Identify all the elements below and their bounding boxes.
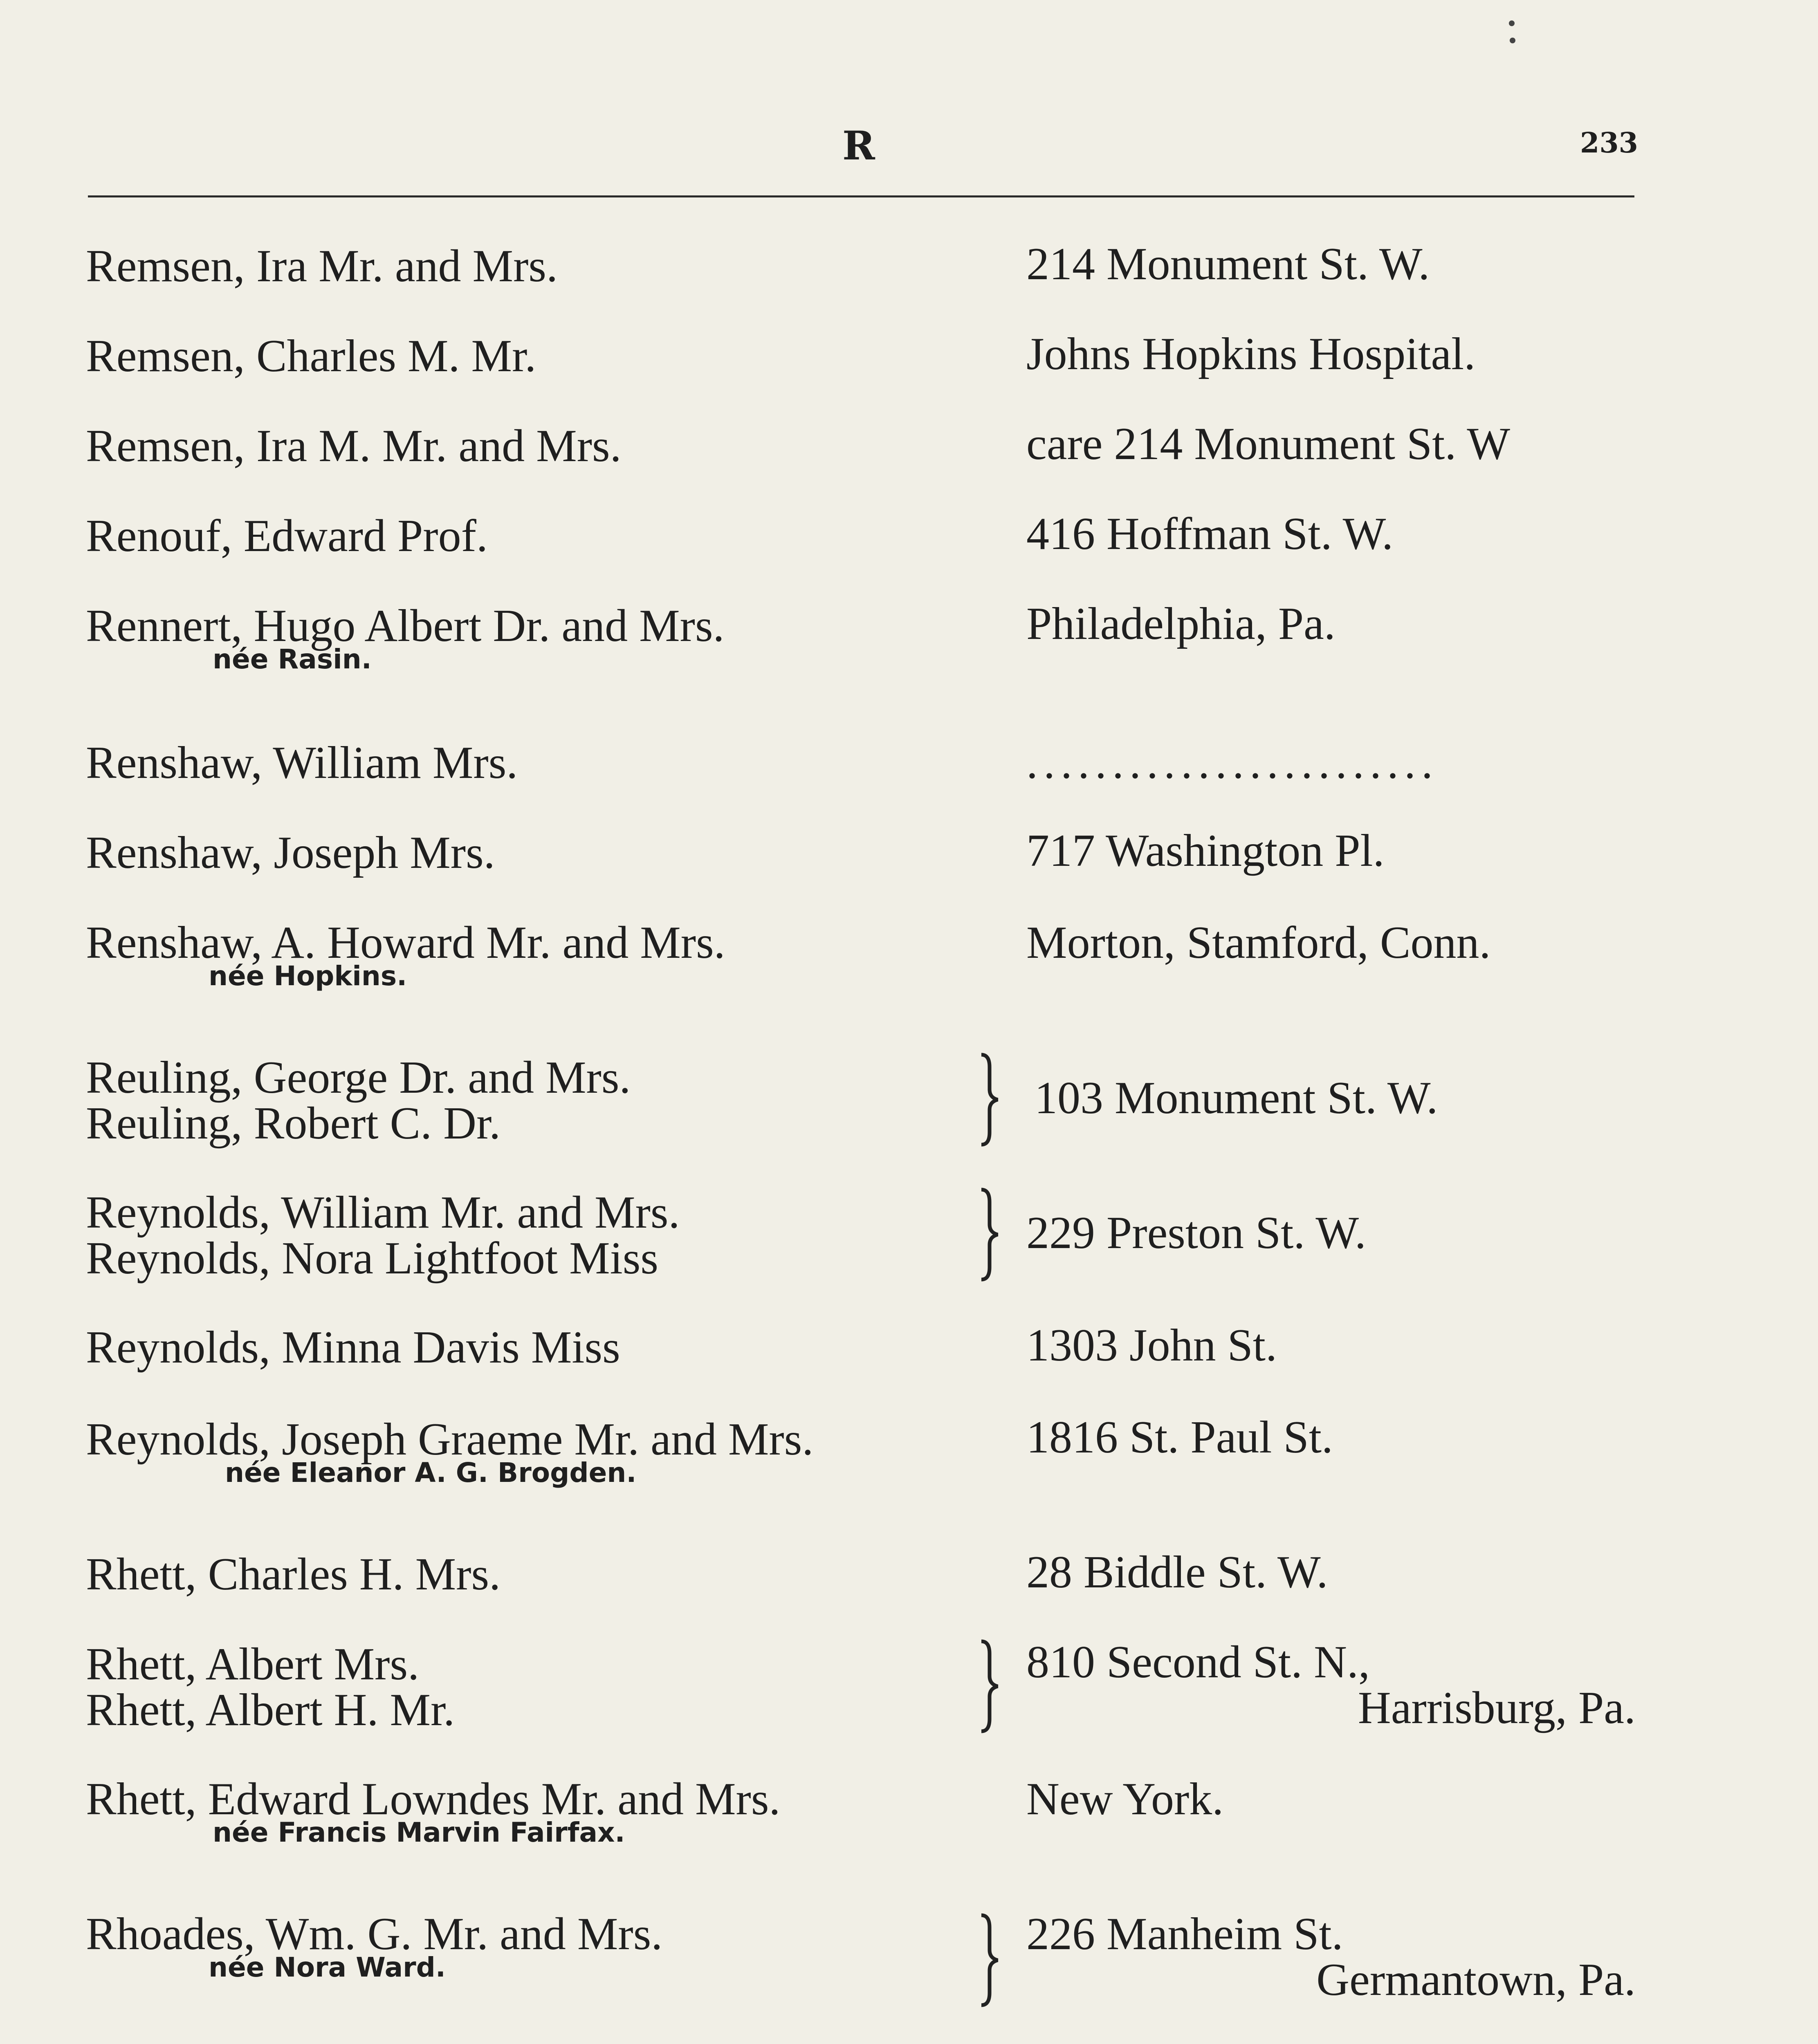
- address-line: 229 Preston St. W.: [1026, 1208, 1366, 1258]
- address-line: Harrisburg, Pa.: [1358, 1683, 1636, 1733]
- address-line: care 214 Monument St. W: [1026, 419, 1511, 469]
- entry-names: [86, 333, 536, 379]
- entry-name: Reynolds, William Mr. and Mrs.: [86, 1187, 680, 1238]
- maiden-name: née Hopkins.: [209, 960, 407, 992]
- entry-name: Renshaw, William Mrs.: [86, 737, 518, 788]
- address-line: Morton, Stamford, Conn.: [1026, 917, 1491, 968]
- entry-names: [86, 1416, 813, 1489]
- entry-name: Remsen, Ira Mr. and Mrs.: [86, 241, 558, 291]
- grouping-brace: [957, 1051, 1002, 1149]
- entry-names: [86, 737, 518, 788]
- maiden-name: née Francis Marvin Fairfax.: [213, 1817, 625, 1848]
- entry-name: Reuling, Robert C. Dr.: [86, 1098, 501, 1149]
- section-letter: R: [842, 123, 878, 169]
- maiden-name: née Nora Ward.: [209, 1952, 446, 1983]
- address-line: 810 Second St. N.,: [1026, 1637, 1370, 1688]
- entry-address: [1026, 511, 1636, 557]
- entry-address: [1026, 1210, 1636, 1256]
- entry-address: [1026, 917, 1636, 968]
- entry-address: [1026, 1547, 1636, 1598]
- entry-name: Reynolds, Minna Davis Miss: [86, 1322, 620, 1373]
- entry-address: [1026, 1412, 1636, 1463]
- entry-name: Reynolds, Joseph Graeme Mr. and Mrs.: [86, 1414, 814, 1465]
- address-line: 1303 John St.: [1026, 1320, 1277, 1371]
- page-number: 233: [1580, 127, 1638, 159]
- entry-name: Rennert, Hugo Albert Dr. and Mrs.: [86, 601, 725, 651]
- entry-address: [1026, 421, 1636, 467]
- address-line: 1816 St. Paul St.: [1026, 1412, 1333, 1463]
- entry-name: Rhett, Albert H. Mr.: [86, 1685, 455, 1735]
- header-rule: [88, 195, 1634, 197]
- address-placeholder-dots: ........................: [1026, 740, 1439, 786]
- address-line: 416 Hoffman St. W.: [1026, 509, 1394, 559]
- grouping-brace: [957, 1637, 1002, 1735]
- entry-address: [1026, 331, 1636, 377]
- address-line: Johns Hopkins Hospital.: [1026, 329, 1476, 379]
- entry-name: Reuling, George Dr. and Mrs.: [86, 1052, 631, 1103]
- entry-name: Rhett, Edward Lowndes Mr. and Mrs.: [86, 1774, 781, 1824]
- grouping-brace: [957, 1911, 1002, 2009]
- address-line: 28 Biddle St. W.: [1026, 1547, 1328, 1598]
- entry-names: [86, 423, 622, 469]
- grouping-brace: [957, 1186, 1002, 1284]
- entry-name: Rhett, Albert Mrs.: [86, 1639, 420, 1690]
- entry-address: [1026, 1776, 1636, 1822]
- address-line: 214 Monument St. W.: [1026, 239, 1430, 289]
- entry-names: [86, 1052, 631, 1149]
- entry-name: Renshaw, A. Howard Mr. and Mrs.: [86, 917, 725, 968]
- entry-names: [86, 243, 558, 289]
- entry-names: [86, 513, 488, 559]
- entry-address: [1026, 1911, 1636, 2003]
- entry-address: [1026, 1320, 1636, 1371]
- entry-name: Remsen, Charles M. Mr.: [86, 331, 536, 381]
- entry-names: [86, 1911, 662, 1984]
- entry-address: [1026, 598, 1636, 649]
- maiden-name: née Eleanor A. G. Brogden.: [225, 1457, 637, 1488]
- entry-address: [1026, 825, 1636, 876]
- maiden-name: née Rasin.: [213, 643, 372, 675]
- entry-name: Renouf, Edward Prof.: [86, 511, 488, 561]
- entry-names: [86, 1322, 620, 1373]
- entry-names: [86, 1641, 455, 1733]
- entry-name: Rhett, Charles H. Mrs.: [86, 1549, 501, 1600]
- entry-address: [1026, 241, 1636, 287]
- entry-name: Reynolds, Nora Lightfoot Miss: [86, 1233, 658, 1284]
- paper-speck: [1509, 20, 1515, 26]
- address-line: 717 Washington Pl.: [1026, 825, 1385, 876]
- paper-speck: [1510, 38, 1515, 43]
- entry-names: [86, 1187, 680, 1284]
- entry-name: Remsen, Ira M. Mr. and Mrs.: [86, 421, 622, 471]
- address-line: 103 Monument St. W.: [1035, 1073, 1438, 1123]
- entry-names: [86, 1776, 780, 1849]
- entry-names: [86, 1549, 501, 1600]
- entry-names: [86, 917, 725, 993]
- address-line: 226 Manheim St.: [1026, 1909, 1343, 1959]
- entry-names: [86, 827, 495, 878]
- entry-name: Renshaw, Joseph Mrs.: [86, 827, 495, 878]
- entry-address: [1026, 1075, 1636, 1121]
- address-line: Germantown, Pa.: [1316, 1954, 1636, 2005]
- entry-address: [1026, 1639, 1636, 1731]
- address-line: Philadelphia, Pa.: [1026, 598, 1335, 649]
- entry-name: Rhoades, Wm. G. Mr. and Mrs.: [86, 1909, 663, 1959]
- address-line: New York.: [1026, 1774, 1224, 1824]
- entry-names: [86, 603, 725, 676]
